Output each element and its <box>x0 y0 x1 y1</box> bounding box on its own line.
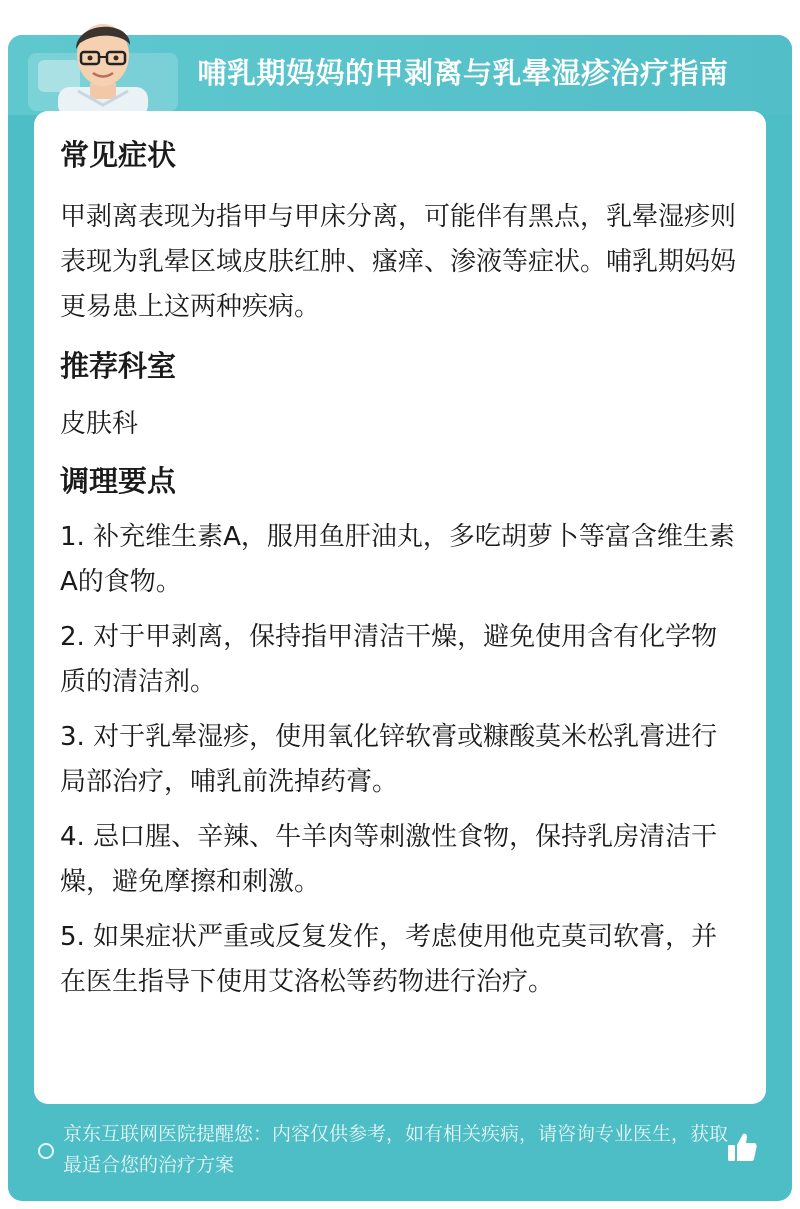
list-item: 2. 对于甲剥离，保持指甲清洁干燥，避免使用含有化学物质的清洁剂。 <box>60 622 718 697</box>
content-card <box>34 111 766 1104</box>
section-heading-department: 推荐科室 <box>60 349 177 383</box>
symptoms-text: 甲剥离表现为指甲与甲床分离，可能伴有黑点，乳晕湿疹则表现为乳晕区域皮肤红肿、瘙痒、渗液等症状。哺乳期妈妈更易患上这两种疾病。 <box>60 202 737 322</box>
list-item: 5. 如果症状严重或反复发作，考虑使用他克莫司软膏，并在医生指导下使用艾洛松等药物进行治疗。 <box>60 922 718 997</box>
guide-frame <box>8 35 792 1201</box>
care-list <box>60 515 740 1005</box>
list-item: 3. 对于乳晕湿疹，使用氧化锌软膏或糠酸莫米松乳膏进行局部治疗，哺乳前洗掉药膏。 <box>60 722 718 797</box>
section-heading-symptoms: 常见症状 <box>60 138 177 172</box>
footer-disclaimer: 京东互联网医院提醒您：内容仅供参考，如有相关疾病，请咨询专业医生，获取最适合您的治疗方案 <box>63 1123 729 1176</box>
list-item: 4. 忌口腥、辛辣、牛羊肉等刺激性食物，保持乳房清洁干燥，避免摩擦和刺激。 <box>60 822 718 897</box>
section-heading-care: 调理要点 <box>60 464 177 498</box>
department-text: 皮肤科 <box>60 409 139 439</box>
list-item: 1. 补充维生素A，服用鱼肝油丸，多吃胡萝卜等富含维生素A的食物。 <box>60 522 735 597</box>
info-icon <box>38 1143 54 1159</box>
page-title: 哺乳期妈妈的甲剥离与乳晕湿疹治疗指南 <box>197 56 729 90</box>
thumbs-up-icon[interactable] <box>724 1129 760 1165</box>
doctor-avatar <box>48 5 158 117</box>
content <box>60 133 740 1005</box>
header <box>8 35 792 115</box>
